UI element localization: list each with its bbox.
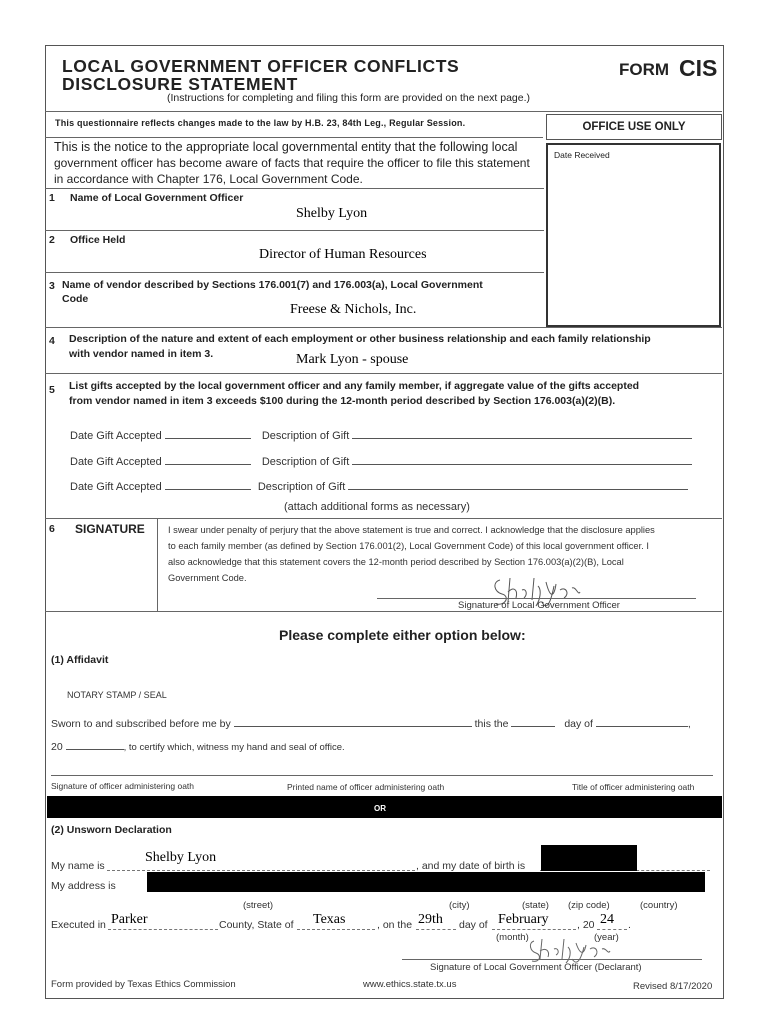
oath-signature-caption: Signature of officer administering oath [51, 781, 195, 791]
footer-revised: Revised 8/17/2020 [633, 981, 713, 992]
state-caption: (state) [522, 900, 549, 911]
item5-label: List gifts accepted by the local government officer and any family member, if aggregate value of the gifts accepted from vendor named in item 3 exceeds $100 during the 12-month period described by Section 176.003(a)(2)(B). [69, 380, 640, 407]
street-caption: (street) [243, 900, 274, 911]
year-prefix: , 20 [577, 919, 595, 931]
city-caption: (city) [449, 900, 470, 911]
form-title-line1: LOCAL GOVERNMENT OFFICER CONFLICTS [62, 56, 460, 76]
dob-label: , and my date of birth is [416, 860, 526, 872]
declarant-signature-caption: Signature of Local Government Officer (Declarant) [430, 962, 642, 973]
item3-number: 3 [49, 280, 55, 292]
or-divider [47, 796, 722, 818]
sworn-by-field[interactable] [234, 718, 472, 727]
gift-row-2: Date Gift Accepted Description of Gift [70, 455, 692, 468]
sworn-day-field[interactable] [511, 718, 555, 727]
office-use-label: OFFICE USE ONLY [582, 121, 686, 133]
year-value[interactable]: 24 [600, 912, 614, 927]
oath-text: I swear under penalty of perjury that the above statement is true and correct. I acknowledge that the disclosure applies to each family member (as defined by Section 176.001(2), Local Government Code) of this local government officer. I also acknowledge that this statement covers the 12-month period described by Section 176.003(a)(2)(B), Local Government Code. [168, 525, 655, 583]
affidavit-title: (1) Affidavit [51, 654, 109, 666]
item6-number: 6 [49, 523, 55, 535]
gift-row-1: Date Gift Accepted Description of Gift [70, 429, 692, 442]
attach-note: (attach additional forms as necessary) [284, 501, 470, 513]
instructions-note: (Instructions for completing and filing this form are provided on the next page.) [167, 92, 531, 104]
my-name-label: My name is [51, 860, 105, 872]
item2-label: Office Held [70, 234, 126, 246]
address-label: My address is [51, 880, 116, 892]
footer-url[interactable]: www.ethics.state.tx.us [363, 979, 457, 990]
date-received-box [546, 143, 721, 327]
form-title-line2: DISCLOSURE STATEMENT [62, 74, 298, 94]
zip-caption: (zip code) [568, 900, 610, 911]
county-value[interactable]: Parker [111, 912, 148, 927]
officer-name-value[interactable]: Shelby Lyon [296, 206, 368, 221]
item2-number: 2 [49, 234, 55, 246]
item1-label: Name of Local Government Officer [70, 192, 244, 204]
day-of-label: day of [459, 919, 488, 931]
sworn-year-field[interactable] [66, 741, 124, 750]
state-value[interactable]: Texas [313, 912, 346, 927]
gift-desc-field-2[interactable] [352, 455, 692, 465]
notice-text: This is the notice to the appropriate local governmental entity that the following local government officer has become aware of facts that require the officer to file this statement in accordance with Chapter 176, Local Government Code. [54, 140, 530, 186]
options-heading: Please complete either option below: [279, 627, 526, 643]
sworn-line: Sworn to and subscribed before me by this the day of , [51, 718, 691, 730]
gift-date-field-3[interactable] [165, 480, 251, 490]
gift-date-field-1[interactable] [165, 429, 251, 439]
office-use-header [546, 114, 722, 140]
form-code: CIS [679, 55, 718, 81]
relationship-value[interactable]: Mark Lyon - spouse [296, 352, 409, 367]
certify-line: 20 , to certify which, witness my hand and seal of office. [51, 741, 345, 753]
day-value[interactable]: 29th [418, 912, 443, 927]
gift-desc-field-1[interactable] [352, 429, 692, 439]
redacted-address [147, 872, 705, 892]
date-received-label: Date Received [554, 150, 610, 160]
county-label: County, State of [219, 919, 294, 931]
item1-number: 1 [49, 192, 55, 204]
notary-stamp-label: NOTARY STAMP / SEAL [67, 690, 167, 700]
gift-row-3: Date Gift Accepted Description of Gift [70, 480, 688, 493]
vendor-name-value[interactable]: Freese & Nichols, Inc. [290, 302, 417, 317]
item5-number: 5 [49, 384, 55, 396]
item4-number: 4 [49, 335, 55, 347]
declarant-name-value[interactable]: Shelby Lyon [145, 850, 217, 865]
hb-note: This questionnaire reflects changes made to the law by H.B. 23, 84th Leg., Regular Session. [55, 118, 466, 128]
gift-desc-field-3[interactable] [348, 480, 688, 490]
oath-printed-name-caption: Printed name of officer administering oath [287, 782, 445, 792]
executed-in-label: Executed in [51, 919, 106, 931]
month-value[interactable]: February [498, 912, 549, 927]
or-label: OR [374, 804, 386, 813]
footer-provided-by: Form provided by Texas Ethics Commission [51, 979, 236, 990]
gift-date-field-2[interactable] [165, 455, 251, 465]
form-label: FORM [619, 60, 670, 79]
signature-heading: SIGNATURE [75, 522, 145, 536]
office-held-value[interactable]: Director of Human Resources [259, 247, 427, 262]
country-caption: (country) [640, 900, 678, 911]
year-caption: (year) [594, 932, 619, 943]
item4-label: Description of the nature and extent of each employment or other business relationship and each family relationship with vendor named in item 3. [69, 333, 651, 360]
oath-title-caption: Title of officer administering oath [572, 782, 695, 792]
item3-label: Name of vendor described by Sections 176.001(7) and 176.003(a), Local Government Code [62, 279, 483, 305]
month-caption: (month) [496, 932, 529, 943]
officer-signature-caption: Signature of Local Government Officer [458, 600, 620, 611]
sworn-month-field[interactable] [596, 718, 688, 727]
unsworn-title: (2) Unsworn Declaration [51, 824, 172, 836]
redacted-dob [541, 845, 637, 871]
on-the-label: , on the [377, 919, 413, 931]
